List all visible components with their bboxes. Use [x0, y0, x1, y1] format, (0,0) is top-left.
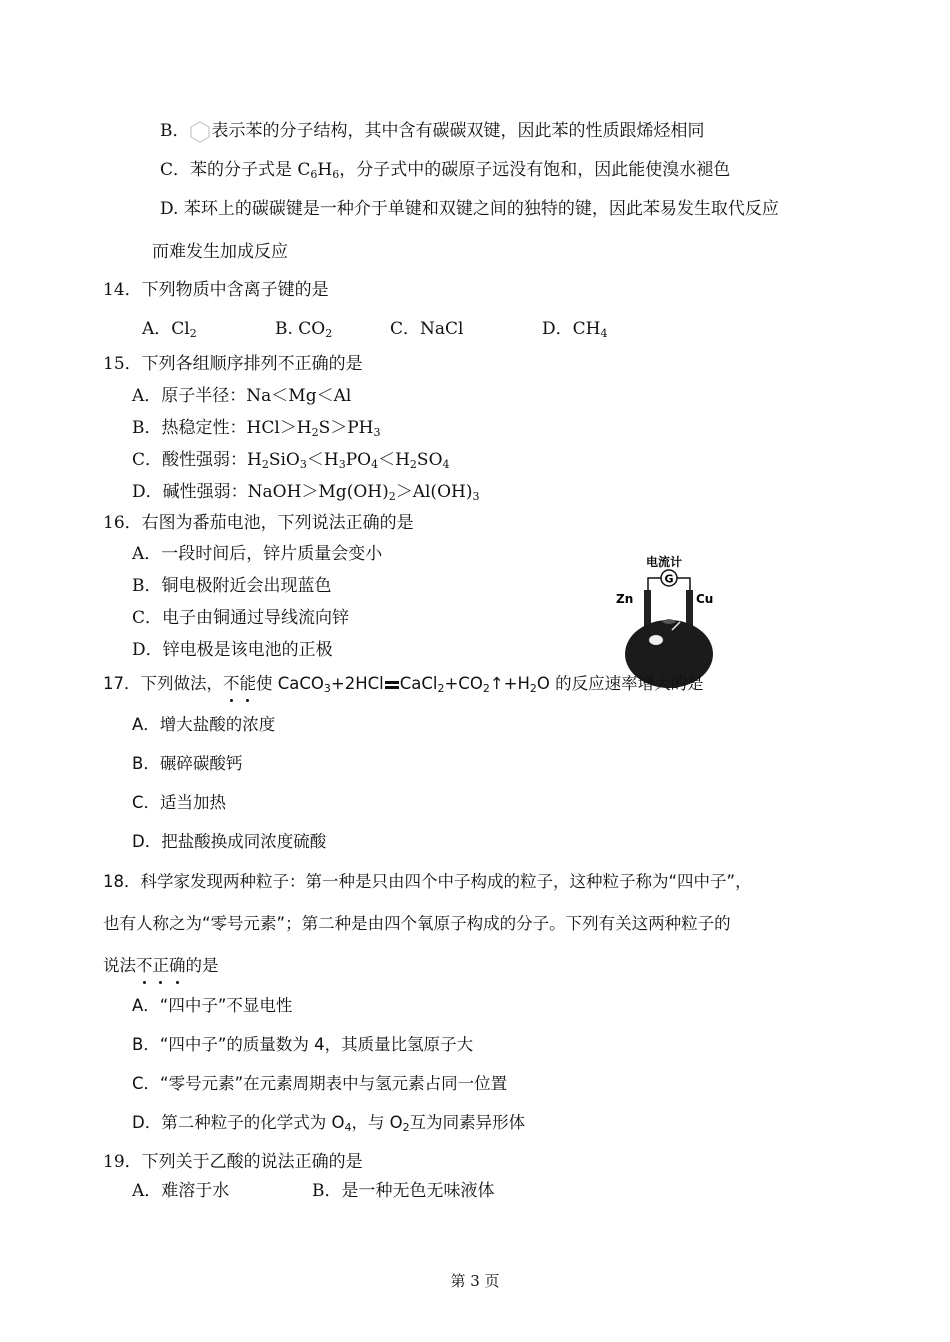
q18-stem-line2: 也有人称之为“零号元素”；第二种是由四个氧原子构成的分子。下列有关这两种粒子的: [103, 914, 731, 933]
zn-label: Zn: [616, 592, 634, 606]
q13-option-d: D. 苯环上的碳碳键是一种介于单键和双键之间的独特的键，因此苯易发生取代反应: [160, 199, 779, 219]
q15-stem: 15．下列各组顺序排列不正确的是: [103, 354, 363, 374]
galvanometer-letter: G: [664, 572, 674, 586]
emphasis-char: 正: [152, 956, 169, 975]
q15-option-d: D．碱性强弱：$NaOH>Mg(OH)_2>Al(OH)_3$: [132, 482, 480, 503]
q18-stem-line1: 18．科学家发现两种粒子：第一种是只由四个中子构成的粒子，这种粒子称为“四中子”，: [103, 872, 752, 891]
q17-option-b: B．碾碎碳酸钙: [132, 754, 243, 773]
q15-option-b: B．热稳定性：$HCl>H_2S>PH_3$: [132, 418, 381, 439]
q18-stem-line3: 说法不正确的是: [103, 956, 219, 975]
emphasis-char: 不: [223, 674, 240, 693]
page-number: 第 3 页: [450, 1272, 500, 1290]
q17-option-a: A．增大盐酸的浓度: [132, 715, 276, 734]
q14-option-d: D．$CH_4$: [542, 319, 608, 340]
q17-option-c: C．适当加热: [132, 793, 227, 812]
q19-option-a: A．难溶于水: [132, 1181, 230, 1201]
q18-option-b: B．“四中子”的质量数为 4，其质量比氢原子大: [132, 1035, 474, 1054]
q18-option-a: A．“四中子”不显电性: [132, 996, 293, 1015]
q18-option-d: D．第二种粒子的化学式为 $O_4$，与 $O_2$互为同素异形体: [132, 1113, 526, 1134]
q18-option-c: C．“零号元素”在元素周期表中与氢元素占同一位置: [132, 1074, 508, 1093]
q16-option-a: A．一段时间后，锌片质量会变小: [132, 544, 383, 564]
q17-option-d: D．把盐酸换成同浓度硫酸: [132, 832, 327, 851]
q17-stem: 17．下列做法，不能使 CaCO$_3$+2HCl $CaCl_2+CO_2↑+H_2O$ 的反应速率增大的是: [103, 674, 704, 695]
emphasis-char: 确: [169, 956, 186, 975]
emphasis-char: 能: [239, 674, 256, 693]
q16-option-c: C．电子由铜通过导线流向锌: [132, 608, 350, 628]
q19-stem: 19．下列关于乙酸的说法正确的是: [103, 1152, 363, 1172]
q16-option-b: B．铜电极附近会出现蓝色: [132, 576, 332, 596]
reaction-equals-sign: [385, 681, 399, 689]
emphasis-char: 不: [136, 956, 153, 975]
q16-option-d: D．锌电极是该电池的正极: [132, 640, 333, 660]
tomato-highlight: [649, 635, 663, 645]
q16-stem: 16．右图为番茄电池，下列说法正确的是: [103, 513, 414, 533]
tomato-battery-icon: [612, 550, 732, 690]
figure-meter-label: 电流计: [646, 555, 683, 569]
q15-option-c: C．酸性强弱：$H_2SiO_3<H_3PO_4<H_2SO_4$: [132, 450, 450, 471]
cu-label: Cu: [696, 592, 714, 606]
q14-option-b: B. $CO_2$: [275, 319, 333, 340]
q13-option-d-continued: 而难发生加成反应: [152, 242, 288, 262]
q13-option-c: C．苯的分子式是 $C_6H_6$，分子式中的碳原子远没有饱和，因此能使溴水褪色: [160, 160, 731, 181]
q14-option-a: A．$Cl_2$: [142, 319, 197, 340]
q14-stem: 14．下列物质中含离子键的是: [103, 280, 329, 300]
q19-option-b: B．是一种无色无味液体: [312, 1181, 495, 1201]
q14-option-c: C．NaCl: [390, 319, 464, 339]
q13-option-b: B． 表示苯的分子结构，其中含有碳碳双键，因此苯的性质跟烯烃相同: [160, 121, 705, 141]
benzene-ring-icon: [190, 121, 210, 143]
q15-option-a: A．原子半径：Na＜Mg＜Al: [132, 386, 352, 406]
